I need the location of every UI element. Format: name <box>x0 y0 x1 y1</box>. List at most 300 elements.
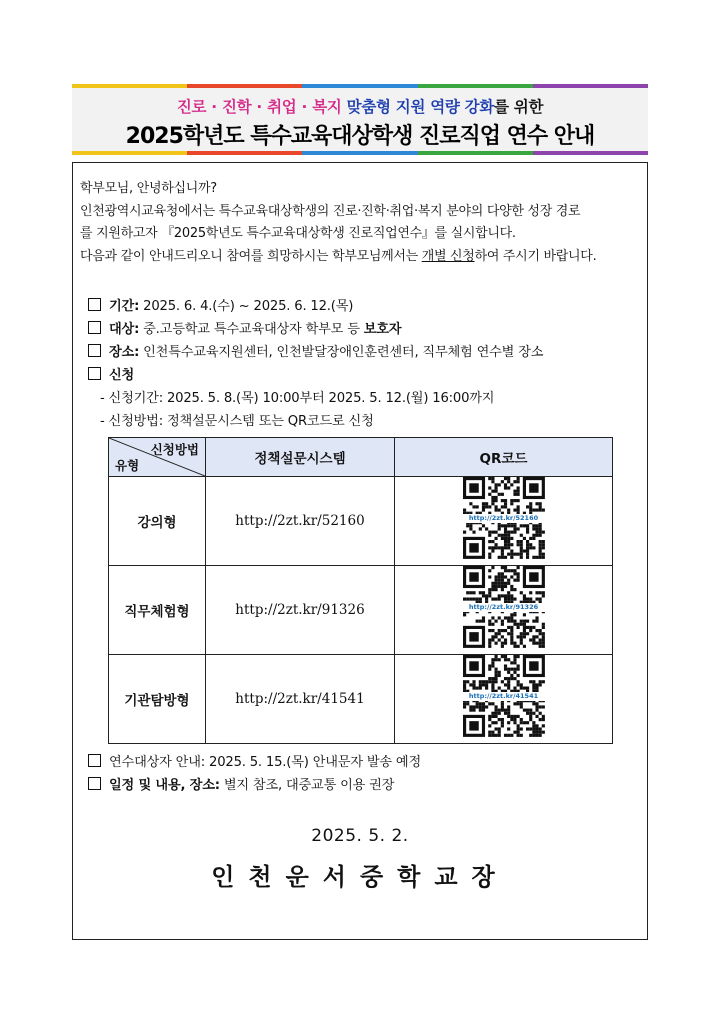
qr-module <box>463 702 466 705</box>
qr-module <box>535 702 538 705</box>
qr-module <box>535 734 538 737</box>
qr-module <box>541 635 544 638</box>
qr-module <box>478 709 481 712</box>
qr-module <box>516 645 519 648</box>
qr-module <box>475 702 478 705</box>
qr-module <box>507 616 510 619</box>
qr-module <box>510 616 513 619</box>
header-bottom-stripe <box>72 151 648 155</box>
qr-module <box>472 598 475 601</box>
qr-module <box>519 553 522 556</box>
qr-module <box>478 683 481 686</box>
qr-module <box>541 705 544 708</box>
survey-link[interactable]: http://2zt.kr/91326 <box>206 566 395 655</box>
qr-module <box>478 527 481 530</box>
qr-module <box>522 594 525 597</box>
qr-module <box>494 635 497 638</box>
qr-module <box>507 537 510 540</box>
qr-code[interactable] <box>463 655 545 739</box>
row-type: 직무체험형 <box>109 566 206 655</box>
place-value: 인천특수교육지원센터, 인천발달장애인훈련센터, 직무체험 연수별 장소 <box>139 345 544 360</box>
qr-module <box>519 705 522 708</box>
qr-module <box>491 490 494 493</box>
qr-module <box>522 524 525 527</box>
qr-module <box>507 486 510 489</box>
qr-module <box>491 629 494 632</box>
qr-module <box>507 543 510 546</box>
checkbox-square-icon <box>88 754 101 767</box>
qr-module <box>500 546 503 549</box>
qr-module <box>516 731 519 734</box>
qr-module <box>507 632 510 635</box>
qr-module <box>529 483 538 492</box>
qr-module <box>497 734 500 737</box>
qr-module <box>516 727 519 730</box>
qr-module <box>535 705 538 708</box>
qr-module <box>522 620 525 623</box>
qr-module <box>510 734 513 737</box>
stripe-segment <box>533 151 648 155</box>
qr-module <box>491 658 494 661</box>
qr-module <box>491 635 494 638</box>
qr-module <box>519 721 522 724</box>
qr-module <box>494 598 497 601</box>
intro-greeting: 학부모님, 안녕하십니까? <box>80 181 217 196</box>
qr-module <box>532 620 535 623</box>
qr-module <box>529 661 538 670</box>
qr-module <box>475 505 478 508</box>
qr-module <box>513 527 516 530</box>
qr-module <box>529 680 532 683</box>
qr-module <box>513 642 516 645</box>
qr-module <box>516 493 519 496</box>
qr-module <box>510 620 513 623</box>
qr-module <box>500 505 503 508</box>
qr-module <box>463 705 466 708</box>
qr-module <box>491 531 494 534</box>
qr-module <box>500 645 503 648</box>
qr-module <box>516 499 519 502</box>
qr-module <box>488 588 491 591</box>
qr-module <box>494 712 497 715</box>
qr-module <box>481 502 484 505</box>
qr-module <box>507 658 510 661</box>
qr-module <box>510 483 513 486</box>
qr-module <box>494 486 497 489</box>
qr-module <box>507 712 510 715</box>
qr-module <box>494 677 497 680</box>
qr-module <box>500 582 503 585</box>
qr-module <box>510 674 513 677</box>
qr-module <box>500 553 503 556</box>
qr-module <box>516 715 519 718</box>
qr-module <box>510 715 513 718</box>
stripe-segment <box>187 151 302 155</box>
qr-module <box>503 582 506 585</box>
qr-module <box>488 546 491 549</box>
qr-module <box>532 546 535 549</box>
qr-module <box>500 524 503 527</box>
qr-module <box>532 626 535 629</box>
row-type: 강의형 <box>109 477 206 566</box>
qr-module <box>541 642 544 645</box>
qr-module <box>516 572 519 575</box>
stripe-segment <box>418 84 533 88</box>
qr-module <box>491 477 494 480</box>
qr-module <box>526 531 529 534</box>
qr-module <box>503 683 506 686</box>
individual-apply-text: 개별 신청 <box>421 248 475 264</box>
qr-module <box>488 718 491 721</box>
qr-module <box>526 553 529 556</box>
qr-module <box>519 687 522 690</box>
qr-module <box>529 572 538 581</box>
qr-module <box>507 540 510 543</box>
qr-module <box>538 509 541 512</box>
qr-module <box>488 638 491 641</box>
qr-module <box>500 680 503 683</box>
qr-module <box>513 702 516 705</box>
qr-module <box>507 509 510 512</box>
qr-module <box>510 556 513 559</box>
qr-module <box>488 594 491 597</box>
qr-module <box>466 702 469 705</box>
qr-module <box>519 534 522 537</box>
qr-module <box>538 718 541 721</box>
qr-module <box>538 727 541 730</box>
qr-module <box>522 632 525 635</box>
qr-module <box>519 734 522 737</box>
qr-module <box>516 486 519 489</box>
subtitle-part-1: 진로 · 진학 · 취업 · 복지 <box>176 98 347 116</box>
qr-module <box>529 727 532 730</box>
qr-module <box>535 620 538 623</box>
qr-module <box>503 566 506 569</box>
qr-module <box>513 531 516 534</box>
qr-code[interactable] <box>463 477 545 561</box>
qr-module <box>497 658 500 661</box>
qr-module <box>516 683 519 686</box>
qr-module <box>538 731 541 734</box>
qr-module <box>532 734 535 737</box>
qr-module <box>503 527 506 530</box>
qr-module <box>497 638 500 641</box>
qr-module <box>488 531 491 534</box>
qr-module <box>532 524 535 527</box>
qr-module <box>491 585 494 588</box>
qr-module <box>532 687 535 690</box>
qr-module <box>491 598 494 601</box>
qr-module <box>526 540 529 543</box>
qr-module <box>507 477 510 480</box>
survey-link[interactable]: http://2zt.kr/52160 <box>206 477 395 566</box>
qr-module <box>538 734 541 737</box>
qr-module <box>491 702 494 705</box>
stripe-segment <box>72 84 187 88</box>
qr-module <box>507 598 510 601</box>
qr-module <box>481 509 484 512</box>
period-value: 2025. 6. 4.(수) ~ 2025. 6. 12.(목) <box>139 299 354 314</box>
qr-module <box>526 632 529 635</box>
qr-module <box>478 591 481 594</box>
qr-module <box>497 632 500 635</box>
target-bold: 보호자 <box>363 322 402 337</box>
qr-module <box>488 575 491 578</box>
qr-module <box>510 642 513 645</box>
qr-module <box>494 546 497 549</box>
qr-module <box>519 638 522 641</box>
qr-module <box>519 702 522 705</box>
qr-module <box>513 499 516 502</box>
qr-module <box>519 632 522 635</box>
qr-module <box>535 642 538 645</box>
qr-module <box>485 705 488 708</box>
qr-module <box>507 626 510 629</box>
qr-module <box>488 477 491 480</box>
qr-module <box>526 556 529 559</box>
qr-module <box>463 509 466 512</box>
qr-module <box>503 505 506 508</box>
qr-module <box>522 709 525 712</box>
qr-module <box>469 721 478 730</box>
qr-module <box>469 598 472 601</box>
target-label: 대상: <box>109 322 140 337</box>
table-row <box>109 566 613 655</box>
qr-module <box>529 537 532 540</box>
survey-link[interactable]: http://2zt.kr/41541 <box>206 655 395 744</box>
qr-module <box>532 527 535 530</box>
intro-line-4 <box>80 246 640 269</box>
qr-module <box>503 664 506 667</box>
qr-module <box>541 509 544 512</box>
qr-module <box>469 572 478 581</box>
qr-module <box>526 505 529 508</box>
qr-module <box>522 626 525 629</box>
qr-module <box>510 632 513 635</box>
qr-module <box>529 505 532 508</box>
qr-module <box>541 546 544 549</box>
qr-module <box>513 687 516 690</box>
qr-module <box>472 709 475 712</box>
qr-module <box>535 683 538 686</box>
qr-module <box>488 505 491 508</box>
subtitle-part-2: 맞춤형 지원 역량 강화 <box>346 98 495 116</box>
application-table <box>108 437 613 744</box>
qr-module <box>491 712 494 715</box>
qr-module <box>516 655 519 658</box>
qr-module <box>507 734 510 737</box>
qr-module <box>491 546 494 549</box>
qr-module <box>535 531 538 534</box>
qr-module <box>503 575 506 578</box>
qr-module <box>497 575 500 578</box>
qr-module <box>526 709 529 712</box>
qr-module <box>469 709 472 712</box>
qr-module <box>507 709 510 712</box>
qr-module <box>538 598 541 601</box>
qr-module <box>538 705 541 708</box>
qr-module <box>472 505 475 508</box>
qr-module <box>497 579 500 582</box>
qr-url-label: http://2zt.kr/52160 <box>463 514 545 523</box>
qr-module <box>503 569 506 572</box>
qr-module <box>491 715 494 718</box>
qr-module <box>481 591 484 594</box>
qr-module <box>500 537 503 540</box>
qr-module <box>535 709 538 712</box>
qr-module <box>488 731 491 734</box>
qr-module <box>503 585 506 588</box>
qr-module <box>500 620 503 623</box>
qr-module <box>463 531 466 534</box>
qr-code[interactable] <box>463 566 545 650</box>
page-title: 2025학년도 특수교육대상학생 진로직업 연수 안내 <box>125 124 595 149</box>
qr-module <box>503 629 506 632</box>
qr-module <box>526 721 529 724</box>
qr-module <box>488 724 491 727</box>
qr-module <box>513 493 516 496</box>
qr-module <box>488 702 491 705</box>
qr-module <box>535 687 538 690</box>
qr-module <box>503 556 506 559</box>
qr-module <box>500 709 503 712</box>
qr-module <box>507 569 510 572</box>
qr-module <box>538 546 541 549</box>
col-qr-header: QR코드 <box>395 438 613 477</box>
qr-module <box>519 546 522 549</box>
qr-module <box>491 540 494 543</box>
qr-module <box>522 613 525 616</box>
notice-text: 연수대상자 안내: 2025. 5. 15.(목) 안내문자 발송 예정 <box>109 755 422 770</box>
qr-url-label: http://2zt.kr/91326 <box>463 603 545 612</box>
checkbox-square-icon <box>88 321 101 334</box>
qr-module <box>503 616 506 619</box>
qr-module <box>472 591 475 594</box>
subtitle-part-3: 를 위한 <box>494 98 544 116</box>
qr-module <box>497 727 500 730</box>
qr-module <box>532 638 535 641</box>
qr-module <box>519 591 522 594</box>
qr-module <box>513 613 516 616</box>
qr-module <box>513 553 516 556</box>
qr-module <box>469 591 472 594</box>
qr-module <box>481 620 484 623</box>
qr-module <box>522 623 525 626</box>
qr-module <box>469 705 472 708</box>
qr-module <box>516 680 519 683</box>
row-type: 기관탐방형 <box>109 655 206 744</box>
qr-module <box>469 502 472 505</box>
qr-module <box>535 715 538 718</box>
qr-module <box>519 642 522 645</box>
qr-module <box>535 598 538 601</box>
qr-module <box>516 635 519 638</box>
qr-module <box>494 668 497 671</box>
qr-module <box>503 546 506 549</box>
table-row <box>109 655 613 744</box>
qr-module <box>503 540 506 543</box>
qr-module <box>497 582 500 585</box>
qr-module <box>481 594 484 597</box>
qr-module <box>488 534 491 537</box>
qr-module <box>526 620 529 623</box>
qr-module <box>541 540 544 543</box>
qr-module <box>507 727 510 730</box>
qr-module <box>513 490 516 493</box>
qr-module <box>510 553 513 556</box>
qr-module <box>494 537 497 540</box>
qr-module <box>541 632 544 635</box>
qr-module <box>529 509 532 512</box>
qr-module <box>503 524 506 527</box>
qr-module <box>481 683 484 686</box>
qr-module <box>532 724 535 727</box>
qr-module <box>532 642 535 645</box>
header-top-stripe <box>72 84 648 88</box>
qr-module <box>497 546 500 549</box>
qr-module <box>494 579 497 582</box>
qr-module <box>485 505 488 508</box>
qr-module <box>485 527 488 530</box>
qr-module <box>510 549 513 552</box>
qr-module <box>503 502 506 505</box>
qr-module <box>526 549 529 552</box>
qr-module <box>503 499 506 502</box>
qr-module <box>516 668 519 671</box>
checkbox-square-icon <box>88 367 101 380</box>
qr-module <box>507 591 510 594</box>
qr-module <box>497 687 500 690</box>
stripe-segment <box>187 84 302 88</box>
qr-module <box>503 712 506 715</box>
qr-module <box>541 556 544 559</box>
table-header-row <box>109 438 613 477</box>
qr-module <box>510 661 513 664</box>
qr-module <box>541 594 544 597</box>
item-apply <box>88 364 134 383</box>
qr-module <box>516 505 519 508</box>
qr-module <box>526 712 529 715</box>
qr-module <box>538 629 541 632</box>
qr-module <box>497 598 500 601</box>
qr-module <box>529 626 532 629</box>
qr-module <box>500 575 503 578</box>
qr-module <box>526 527 529 530</box>
qr-module <box>497 524 500 527</box>
qr-cell <box>395 566 613 655</box>
qr-module <box>538 645 541 648</box>
qr-module <box>463 613 466 616</box>
qr-module <box>497 731 500 734</box>
qr-module <box>507 620 510 623</box>
qr-module <box>481 616 484 619</box>
qr-module <box>519 543 522 546</box>
item-place <box>88 341 543 360</box>
qr-module <box>529 598 532 601</box>
qr-module <box>507 683 510 686</box>
qr-module <box>513 721 516 724</box>
qr-module <box>494 721 497 724</box>
qr-module <box>522 549 525 552</box>
qr-module <box>513 661 516 664</box>
qr-module <box>532 727 535 730</box>
qr-module <box>507 668 510 671</box>
qr-module <box>503 537 506 540</box>
qr-module <box>491 502 494 505</box>
qr-module <box>481 709 484 712</box>
qr-module <box>513 668 516 671</box>
qr-module <box>475 705 478 708</box>
